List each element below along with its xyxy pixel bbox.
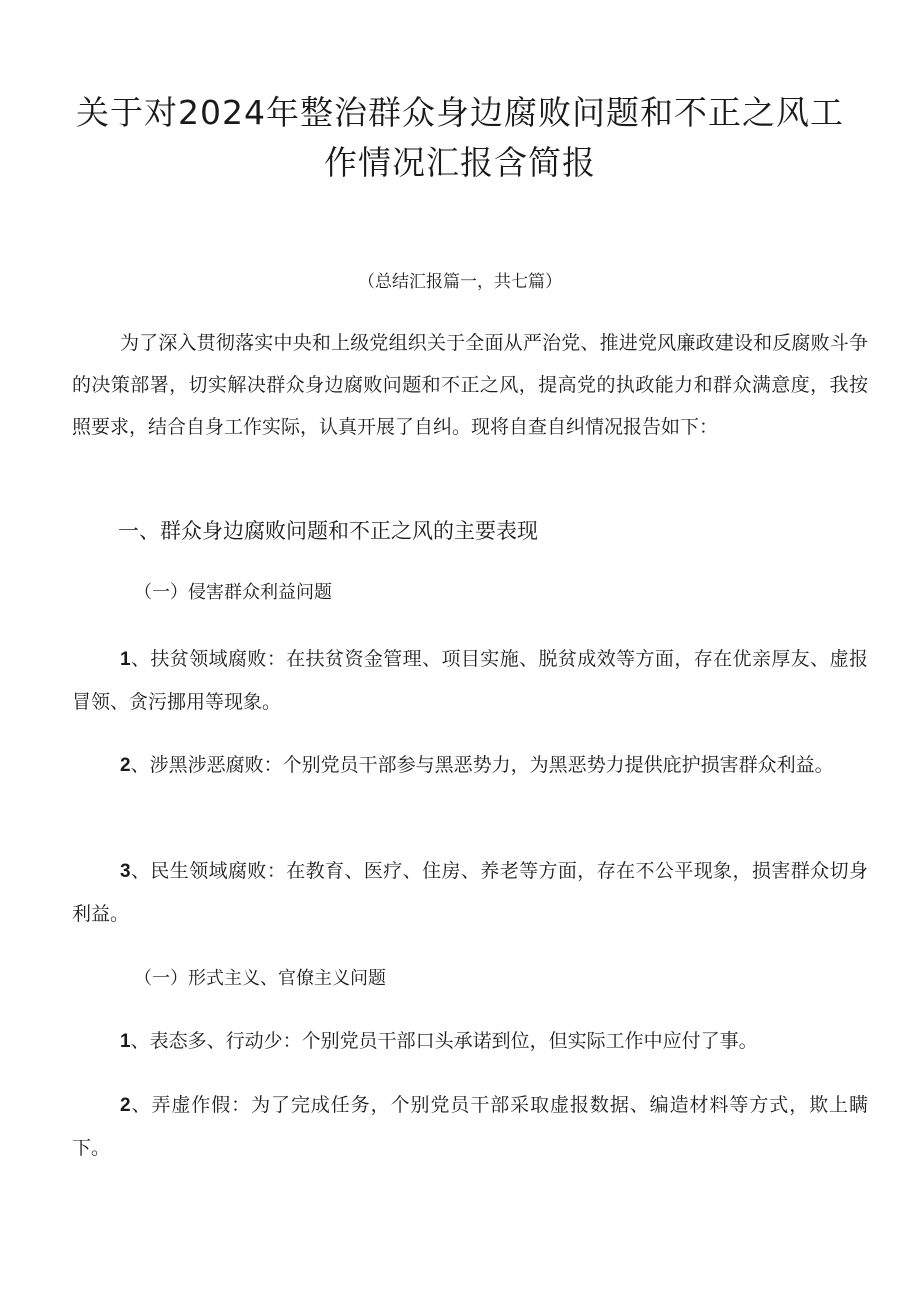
item-text: 、民生领域腐败：在教育、医疗、住房、养老等方面，存在不公平现象，损害群众切身利益。 xyxy=(72,860,868,925)
item-number: 2 xyxy=(120,755,131,776)
list-item xyxy=(72,1084,868,1169)
document-subtitle: （总结汇报篇一，共七篇） xyxy=(358,272,562,292)
list-item xyxy=(72,1020,868,1063)
list-item xyxy=(72,638,868,723)
document-title-line-1: 关于对2024年整治群众身边腐败问题和不正之风工 xyxy=(76,93,844,132)
intro-paragraph: 为了深入贯彻落实中央和上级党组织关于全面从严治党、推进党风廉政建设和反腐败斗争的决策部署，切实解决群众身边腐败问题和不正之风，提高党的执政能力和群众满意度，我按照要求，结合自身工作实际，认真开展了自纠。现将自查自纠情况报告如下： xyxy=(72,332,868,438)
item-number: 2 xyxy=(120,1095,131,1116)
document-title-line-2: 作情况汇报含简报 xyxy=(324,143,596,182)
list-item xyxy=(72,850,868,935)
item-text: 、表态多、行动少：个别党员干部口头承诺到位，但实际工作中应付了事。 xyxy=(130,1030,758,1052)
subsection-heading-2: （一）形式主义、官僚主义问题 xyxy=(134,968,386,989)
section-heading-1: 一、群众身边腐败问题和不正之风的主要表现 xyxy=(118,519,538,543)
item-number: 1 xyxy=(120,649,131,670)
subsection-heading-1: （一）侵害群众利益问题 xyxy=(134,582,332,603)
item-number: 3 xyxy=(120,861,131,882)
item-text: 、扶贫领域腐败：在扶贫资金管理、项目实施、脱贫成效等方面，存在优亲厚友、虚报冒领、贪污挪用等现象。 xyxy=(72,648,868,713)
item-number: 1 xyxy=(120,1031,131,1052)
list-item xyxy=(72,744,868,787)
item-text: 、涉黑涉恶腐败：个别党员干部参与黑恶势力，为黑恶势力提供庇护损害群众利益。 xyxy=(130,754,834,776)
item-text: 、弄虚作假：为了完成任务，个别党员干部采取虚报数据、编造材料等方式，欺上瞒下。 xyxy=(72,1094,868,1159)
